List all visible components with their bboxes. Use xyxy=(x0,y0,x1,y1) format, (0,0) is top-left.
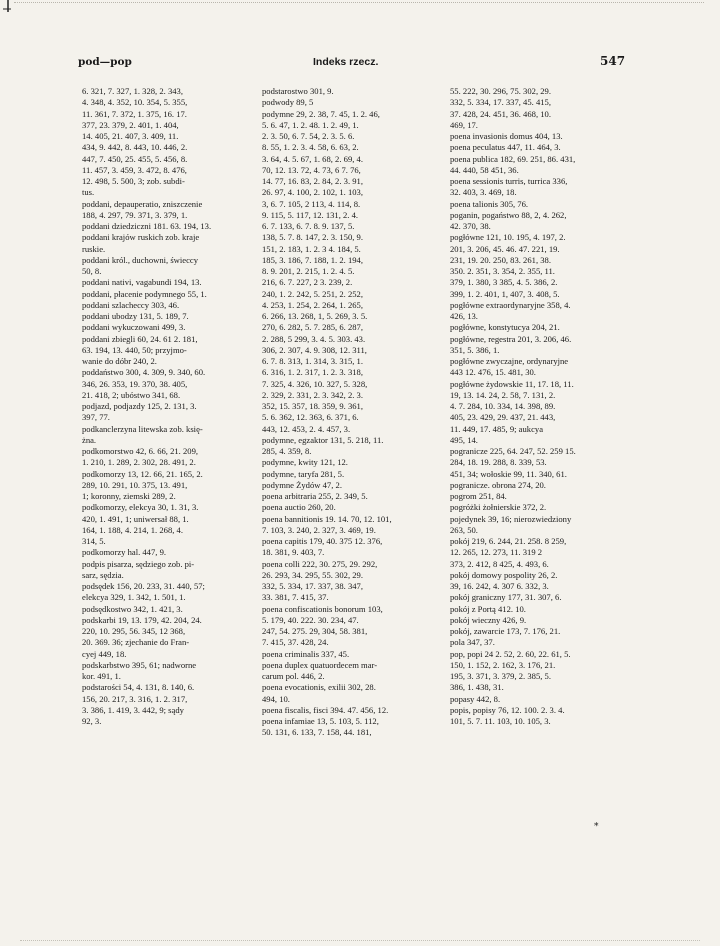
index-entry xyxy=(82,559,252,582)
index-entry-line: 11. 457, 3. 459, 3. 472, 8. 476, xyxy=(82,164,187,175)
index-entry xyxy=(262,502,442,513)
index-entry-line: poena sessionis turris, turrica 336, xyxy=(450,176,568,186)
index-entry-line: 386, 1. 438, 31. xyxy=(450,682,504,693)
index-entry-line: 443 12. 476, 15. 481, 30. xyxy=(450,367,536,378)
index-entry xyxy=(450,446,628,480)
index-entry xyxy=(82,86,252,199)
index-entry-line: 397, 77. xyxy=(82,412,110,423)
index-entry-line: 138, 5. 7. 8. 147, 2. 3. 150, 9. xyxy=(262,232,363,243)
index-entry-line: 5. 6. 47, 1. 2. 48. 1. 2. 49, 1. xyxy=(262,119,359,130)
index-entry-line: 42. 370, 38. xyxy=(450,221,491,231)
index-entry-line: 377, 23. 379, 2. 401, 1. 404, xyxy=(82,119,179,130)
index-entry xyxy=(450,131,628,142)
index-entry-line: wanie do dóbr 240, 2. xyxy=(82,356,157,366)
index-entry xyxy=(82,367,252,401)
page-header xyxy=(0,56,720,72)
index-entry-line: poddani wykuczowani 499, 3. xyxy=(82,322,186,333)
index-entry-line: pokój domowy pospolity 26, 2. xyxy=(450,569,558,580)
index-entry xyxy=(262,97,442,108)
index-entry-line: 8. 9. 201, 2. 215, 1. 2. 4. 5. xyxy=(262,266,355,276)
index-entry xyxy=(82,401,252,424)
index-entry xyxy=(450,615,628,626)
index-entry-line: 216, 6. 7. 227, 2 3. 239, 2. xyxy=(262,277,353,288)
index-entry-line: 332, 5. 334, 17. 337, 38. 347, xyxy=(262,581,363,591)
index-entry-line: 7. 325, 4. 326, 10. 327, 5. 328, xyxy=(262,378,368,389)
index-entry-line: 420, 1. 491, 1; uniwersał 88, 1. xyxy=(82,513,189,524)
index-entry xyxy=(450,649,628,694)
index-entry-line: 11. 361, 7. 372, 1. 375, 16. 17. xyxy=(82,108,187,119)
index-entry-line: poddani, płacenie podymnego 55, 1. xyxy=(82,288,207,299)
index-entry-line: 332, 5. 334, 17. 337, 45. 415, xyxy=(450,97,551,108)
index-entry xyxy=(82,604,252,615)
index-entry xyxy=(82,199,252,222)
index-entry-line: 1; koronny, ziemski 289, 2. xyxy=(82,491,176,501)
page-number: 547 xyxy=(600,54,626,68)
index-entry-line: 7. 103, 3. 240, 2. 327, 3. 469, 19. xyxy=(262,524,376,535)
index-entry-line: 314, 5. xyxy=(82,536,106,546)
index-entry-line: 32. 403, 3. 469, 18. xyxy=(450,187,517,198)
index-entry-line: pogranicze. obrona 274, 20. xyxy=(450,479,546,490)
index-entry-line: carum pol. 446, 2. xyxy=(262,671,325,681)
index-entry xyxy=(82,682,252,727)
index-entry-line: poena capitis 179, 40. 375 12. 376, xyxy=(262,536,383,546)
index-entry-line: 14. 405, 21. 407, 3. 409, 11. xyxy=(82,131,179,141)
index-entry-line: pogrom 251, 84. xyxy=(450,491,507,501)
index-entry xyxy=(450,626,628,637)
index-entry-line: pogłówne, regestra 201, 3. 206, 46. xyxy=(450,333,572,344)
index-entry xyxy=(82,615,252,660)
index-entry-line: podkomorzy 13, 12. 66, 21. 165, 2. xyxy=(82,468,203,479)
index-entry-line: poddani ubodzy 131, 5. 189, 7. xyxy=(82,311,189,321)
index-entry-line: poena bannitionis 19. 14. 70, 12. 101, xyxy=(262,513,392,524)
index-entry-line: 4. 7. 284, 10. 334, 14. 398, 89. xyxy=(450,401,556,411)
index-entry-line: 263, 50. xyxy=(450,524,478,535)
crop-mark-icon xyxy=(2,0,12,14)
index-entry-line: 8. 55, 1. 2. 3. 4. 58, 6. 63, 2. xyxy=(262,142,359,153)
index-entry-line: pola 347, 37. xyxy=(450,637,495,648)
index-entry xyxy=(262,649,442,660)
index-entry-line: 14. 77, 16. 83, 2. 84, 2. 3. 91, xyxy=(262,176,363,186)
index-entry xyxy=(262,469,442,480)
index-entry xyxy=(262,682,442,705)
index-entry-line: poena publica 182, 69. 251, 86. 431, xyxy=(450,153,576,164)
index-entry-line: 494, 10. xyxy=(262,693,290,704)
index-entry-line: 3. 64, 4. 5. 67, 1. 68, 2. 69, 4. xyxy=(262,153,363,164)
index-entry-line: 195, 3. 371, 3. 379, 2. 385, 5. xyxy=(450,671,551,681)
index-entry xyxy=(82,424,252,447)
index-entry-line: 188, 4. 297, 79. 371, 3. 379, 1. xyxy=(82,209,188,220)
index-entry-line: 373, 2. 412, 8 425, 4. 493, 6. xyxy=(450,558,549,569)
index-entry xyxy=(450,199,628,210)
index-entry xyxy=(262,559,442,604)
index-entry xyxy=(262,435,442,458)
index-entry-line: 6. 7. 8. 313, 1. 314, 3. 315, 1. xyxy=(262,356,363,366)
index-entry-line: 21. 418, 2; ubóstwo 341, 68. xyxy=(82,389,181,400)
index-entry-line: 443, 12. 453, 2. 4. 457, 3. xyxy=(262,423,351,434)
index-entry-line: elekcya 329, 1. 342, 1. 501, 1. xyxy=(82,592,186,603)
top-divider xyxy=(14,2,704,3)
index-entry xyxy=(450,491,628,502)
index-entry xyxy=(450,210,628,233)
index-entry xyxy=(82,221,252,232)
index-entry xyxy=(82,660,252,683)
running-head-range: pod—pop xyxy=(78,56,132,68)
index-entry-line: pokój 219, 6. 244, 21. 258. 8 259, xyxy=(450,536,567,546)
index-entry-line: 426, 13. xyxy=(450,311,478,321)
index-entry-line: podymne, taryfa 281, 5. xyxy=(262,468,345,479)
index-entry xyxy=(262,705,442,716)
index-entry-line: 44. 440, 58 451, 36. xyxy=(450,164,519,175)
index-entry-line: 70, 12. 13. 72, 4. 73, 6 7. 76, xyxy=(262,164,361,175)
index-entry-line: poddani, depauperatio, zniszczenie xyxy=(82,198,203,209)
index-entry xyxy=(82,581,252,604)
index-entry-line: 247, 54. 275. 29, 304, 58. 381, xyxy=(262,626,368,636)
index-entry xyxy=(82,255,252,278)
index-entry-line: 346, 26. 353, 19. 370, 38. 405, xyxy=(82,378,188,389)
index-entry-line: 156, 20. 217, 3. 316, 1. 2. 317, xyxy=(82,693,188,704)
index-entry xyxy=(262,457,442,468)
index-entry-line: 37. 428, 24. 451, 36. 468, 10. xyxy=(450,108,551,119)
index-entry-line: 220, 10. 295, 56. 345, 12 368, xyxy=(82,626,186,636)
index-entry-line: poena auctio 260, 20. xyxy=(262,502,336,513)
index-entry-line: 351, 5. 386, 1. xyxy=(450,344,500,355)
index-entry xyxy=(450,694,628,705)
index-entry xyxy=(82,289,252,300)
index-entry-line: poena criminalis 337, 45. xyxy=(262,648,350,659)
index-entry xyxy=(450,570,628,593)
index-entry-line: poena evocationis, exilii 302, 28. xyxy=(262,682,376,693)
index-entry-line: 5. 6. 362, 12. 363, 6. 371, 6. xyxy=(262,412,359,423)
index-entry xyxy=(82,469,252,503)
index-entry-line: 1. 210, 1. 289, 2. 302, 28. 491, 2. xyxy=(82,457,196,468)
index-entry-line: 4. 253, 1. 254, 2. 264, 1. 265, xyxy=(262,299,363,310)
index-entry xyxy=(262,109,442,435)
index-entry-line: 7. 415, 37. 428, 24. xyxy=(262,637,329,648)
index-entry-line: 231, 19. 20. 250, 83. 261, 38. xyxy=(450,254,551,265)
index-entry-line: 270, 6. 282, 5. 7. 285, 6. 287, xyxy=(262,322,363,333)
index-column-3 xyxy=(450,86,628,727)
index-entry-line: 11. 449, 17. 485, 9; aukcya xyxy=(450,423,544,434)
index-entry-line: 350. 2. 351, 3. 354, 2. 355, 11. xyxy=(450,266,555,276)
index-entry-line: pogłówne, konstytucya 204, 21. xyxy=(450,322,560,333)
index-entry-line: poena colli 222, 30. 275, 29. 292, xyxy=(262,558,378,569)
index-entry xyxy=(450,502,628,513)
index-entry-line: ruskie. xyxy=(82,243,106,254)
index-entry-line: pop, popi 24 2. 52, 2. 60, 22. 61, 5. xyxy=(450,648,571,659)
index-entry-line: poena invasionis domus 404, 13. xyxy=(450,131,563,141)
index-entry xyxy=(262,514,442,537)
index-entry-line: 12. 498, 5. 500, 3; zob. subdi- xyxy=(82,176,185,186)
index-entry-line: 50. 131, 6. 133, 7. 158, 44. 181, xyxy=(262,727,372,738)
index-entry-line: podymne, kwity 121, 12. xyxy=(262,457,348,468)
index-entry-line: podkomorzy hal. 447, 9. xyxy=(82,547,167,558)
index-entry xyxy=(450,604,628,615)
index-entry-line: pogłówne zwyczajne, ordynaryjne xyxy=(450,356,569,366)
index-entry-line: 12. 265, 12. 273, 11. 319 2 xyxy=(450,547,543,558)
index-entry-line: pogranicze 225, 64. 247, 52. 259 15. xyxy=(450,446,576,456)
index-entry xyxy=(262,480,442,491)
index-entry-line: 26. 97, 4. 100, 2. 102, 1. 103, xyxy=(262,187,363,198)
index-entry-line: pogróżki żołnierskie 372, 2. xyxy=(450,502,547,513)
index-entry xyxy=(450,176,628,199)
index-entry xyxy=(450,356,628,379)
index-entry-line: podwody 89, 5 xyxy=(262,97,314,108)
index-entry-line: 150, 1. 152, 2. 162, 3. 176, 21. xyxy=(450,659,556,670)
index-entry-line: podpis pisarza, sędziego zob. pi- xyxy=(82,558,195,569)
index-entry-line: 151, 2. 183, 1. 2. 3 4. 184, 5. xyxy=(262,243,361,254)
index-entry-line: 285, 4. 359, 8. xyxy=(262,446,312,456)
index-entry-line: 6. 321, 7. 327, 1. 328, 2. 343, xyxy=(82,86,183,96)
index-entry-line: pokój graniczny 177, 31. 307, 6. xyxy=(450,592,562,603)
index-entry xyxy=(450,480,628,491)
index-entry-line: podkomorstwo 42, 6. 66, 21. 209, xyxy=(82,446,199,456)
index-entry-line: 3. 386, 1. 419, 3. 442, 9; sądy xyxy=(82,704,184,715)
index-entry xyxy=(82,277,252,288)
index-entry xyxy=(82,502,252,547)
index-entry xyxy=(450,154,628,177)
index-entry-line: podymne Żydów 47, 2. xyxy=(262,479,342,490)
index-entry-line: 352, 15. 357, 18. 359, 9. 361, xyxy=(262,401,363,411)
index-entry-line: poddani szlacheccy 303, 46. xyxy=(82,299,180,310)
index-entry-line: cyej 449, 18. xyxy=(82,648,127,659)
index-entry-line: podsędek 156, 20. 233, 31. 440, 57; xyxy=(82,581,205,591)
index-entry-line: 284, 18. 19. 288, 8. 339, 53. xyxy=(450,457,547,468)
index-entry xyxy=(82,311,252,322)
index-entry-line: 19, 13. 14. 24, 2. 58, 7. 131, 2. xyxy=(450,389,556,400)
index-entry xyxy=(450,379,628,447)
index-entry xyxy=(262,716,442,739)
index-entry-line: 55. 222, 30. 296, 75. 302, 29. xyxy=(450,86,551,96)
index-entry-line: podymne 29, 2. 38, 7. 45, 1. 2. 46, xyxy=(262,108,380,119)
index-entry-line: poena confiscationis bonorum 103, xyxy=(262,603,383,614)
index-entry-line: 434, 9. 442, 8. 443, 10. 446, 2. xyxy=(82,142,188,153)
index-entry-line: 39, 16. 242, 4. 307 6. 332, 3. xyxy=(450,581,549,591)
index-entry-line: tus. xyxy=(82,187,95,198)
index-entry-line: 4. 348, 4. 352, 10. 354, 5. 355, xyxy=(82,97,188,108)
index-entry-line: 201, 3. 206, 45. 46. 47. 221, 19. xyxy=(450,243,560,254)
index-entry-line: poena talionis 305, 76. xyxy=(450,198,529,209)
index-entry-line: 92, 3. xyxy=(82,716,102,726)
index-entry-line: 18. 381, 9. 403, 7. xyxy=(262,547,325,558)
index-entry xyxy=(450,637,628,648)
footer-mark: * xyxy=(594,822,599,832)
index-entry-line: pogłówne żydowskie 11, 17. 18, 11. xyxy=(450,378,574,389)
index-entry-line: 20. 369. 36; zjechanie do Fran- xyxy=(82,637,190,648)
index-entry-line: podkanclerzyna litewska zob. księ- xyxy=(82,423,203,434)
index-entry-line: sarz, sędzia. xyxy=(82,569,124,580)
index-entry-line: 399, 1. 2. 401, 1, 407, 3. 408, 5. xyxy=(450,288,560,299)
index-entry-line: 63. 194, 13. 440, 50; przyjmo- xyxy=(82,344,187,355)
index-entry xyxy=(450,142,628,153)
index-entry-line: podkomorzy, elekcya 30, 1. 31, 3. xyxy=(82,502,199,513)
index-entry-line: 6. 316, 1. 2. 317, 1. 2. 3. 318, xyxy=(262,367,363,378)
index-entry xyxy=(262,86,442,97)
index-entry-line: poena infamiae 13, 5. 103, 5. 112, xyxy=(262,716,379,726)
index-entry-line: 164, 1. 188, 4. 214, 1. 268, 4. xyxy=(82,524,183,535)
index-entry-line: poddani zbiegli 60, 24. 61 2. 181, xyxy=(82,333,198,344)
index-entry-line: 306, 2. 307, 4. 9. 308, 12. 311, xyxy=(262,344,367,355)
index-entry-line: pogłówne 121, 10. 195, 4. 197, 2. xyxy=(450,232,566,243)
index-entry xyxy=(82,547,252,558)
index-entry-line: poddani nativi, vagabundi 194, 13. xyxy=(82,277,202,288)
index-column-1 xyxy=(82,86,252,727)
index-entry-line: 3, 6. 7. 105, 2 113, 4. 114, 8. xyxy=(262,198,361,209)
index-entry xyxy=(82,322,252,333)
index-entry-line: poddani krajów ruskich zob. kraje xyxy=(82,232,200,243)
index-entry xyxy=(450,705,628,728)
index-entry-line: 185, 3. 186, 7. 188, 1. 2. 194, xyxy=(262,254,363,265)
index-entry-line: popasy 442, 8. xyxy=(450,693,501,704)
index-entry-line: 50, 8. xyxy=(82,266,102,276)
index-entry xyxy=(450,514,628,537)
index-entry-line: 379, 1. 380, 3 385, 4. 5. 386, 2. xyxy=(450,277,558,288)
index-entry-line: 495, 14. xyxy=(450,434,478,445)
index-entry-line: 289, 10. 291, 10. 375, 13. 491, xyxy=(82,479,188,490)
bottom-divider xyxy=(20,940,700,941)
index-entry xyxy=(450,322,628,333)
index-entry-line: poena peculatus 447, 11. 464, 3. xyxy=(450,142,561,153)
index-entry xyxy=(450,334,628,357)
index-entry-line: 6. 266, 13. 268, 1, 5. 269, 3. 5. xyxy=(262,311,368,321)
index-entry-line: poddani dziedziczni 181. 63. 194, 13. xyxy=(82,221,212,231)
index-entry-line: pokój wieczny 426, 9. xyxy=(450,614,527,625)
index-entry xyxy=(450,592,628,603)
index-entry xyxy=(82,300,252,311)
index-entry-line: 447, 7. 450, 25. 455, 5. 456, 8. xyxy=(82,153,188,164)
index-entry xyxy=(82,232,252,255)
index-entry-line: podstarości 54, 4. 131, 8. 140, 6. xyxy=(82,682,195,693)
index-entry-line: podskarbstwo 395, 61; nadworne xyxy=(82,659,197,670)
index-entry xyxy=(450,300,628,323)
index-entry-line: 33. 381, 7. 415, 37. xyxy=(262,592,329,603)
index-entry-line: 240, 1. 2. 242, 5. 251, 2. 252, xyxy=(262,288,363,299)
index-entry-line: 26. 293, 34. 295, 55. 302, 29. xyxy=(262,569,363,580)
index-entry xyxy=(262,604,442,649)
index-entry-line: poena fiscalis, fisci 394. 47. 456, 12. xyxy=(262,704,389,715)
index-entry-line: pokój, zawarcie 173, 7. 176, 21. xyxy=(450,626,561,636)
index-entry-line: żna. xyxy=(82,434,97,445)
index-entry-line: podskarbi 19, 13. 179, 42. 204, 24. xyxy=(82,614,202,625)
index-entry xyxy=(82,446,252,469)
index-entry-line: 9. 115, 5. 117, 12. 131, 2. 4. xyxy=(262,209,359,220)
index-entry-line: poddaństwo 300, 4. 309, 9. 340, 60. xyxy=(82,367,206,378)
index-entry-line: pojedynek 39, 16; nierozwiedziony xyxy=(450,513,572,524)
index-entry-line: pokój z Portą 412. 10. xyxy=(450,603,526,614)
index-entry-line: poddani król., duchowni, świeccy xyxy=(82,254,198,265)
index-entry-line: poena duplex quatuordecem mar- xyxy=(262,659,378,670)
index-entry-line: 2. 3. 50, 6. 7. 54, 2. 3. 5. 6. xyxy=(262,131,355,141)
index-entry-line: poganin, pogaństwo 88, 2, 4. 262, xyxy=(450,209,567,220)
index-entry-line: poena arbitraria 255, 2. 349, 5. xyxy=(262,491,368,501)
index-entry xyxy=(82,334,252,368)
index-entry-line: 101, 5. 7. 11. 103, 10. 105, 3. xyxy=(450,716,551,726)
index-entry xyxy=(262,660,442,683)
index-entry-line: kor. 491, 1. xyxy=(82,671,121,681)
index-column-2 xyxy=(262,86,442,739)
index-entry-line: 2. 329, 2. 331, 2. 3. 342, 2. 3. xyxy=(262,389,363,400)
index-entry-line: 405, 23. 429, 29. 437, 21. 443, xyxy=(450,412,556,423)
index-entry xyxy=(262,536,442,559)
index-entry-line: 469, 17. xyxy=(450,119,478,130)
index-entry-line: 2. 288, 5 299, 3. 4. 5. 303. 43. xyxy=(262,333,366,344)
index-entry xyxy=(262,491,442,502)
index-entry-line: popis, popisy 76, 12. 100. 2. 3. 4. xyxy=(450,704,565,715)
index-entry xyxy=(450,232,628,300)
index-entry-line: pogłówne extraordynaryjne 358, 4. xyxy=(450,299,571,310)
index-entry-line: 451, 34; wołoskie 99, 11. 340, 61. xyxy=(450,468,567,479)
index-entry-line: podstarostwo 301, 9. xyxy=(262,86,334,96)
index-entry xyxy=(450,536,628,570)
index-entry-line: 6. 7. 133, 6. 7. 8. 9. 137, 5. xyxy=(262,221,355,231)
index-entry xyxy=(450,86,628,131)
index-entry-line: podsędkostwo 342, 1. 421, 3. xyxy=(82,603,183,614)
index-entry-line: 5. 179, 40. 222. 30. 234, 47. xyxy=(262,614,359,625)
index-entry-line: podjazd, podjazdy 125, 2. 131, 3. xyxy=(82,401,197,411)
running-head-title: Indeks rzecz. xyxy=(313,56,379,68)
index-entry-line: podymne, egzaktor 131, 5. 218, 11. xyxy=(262,434,384,445)
